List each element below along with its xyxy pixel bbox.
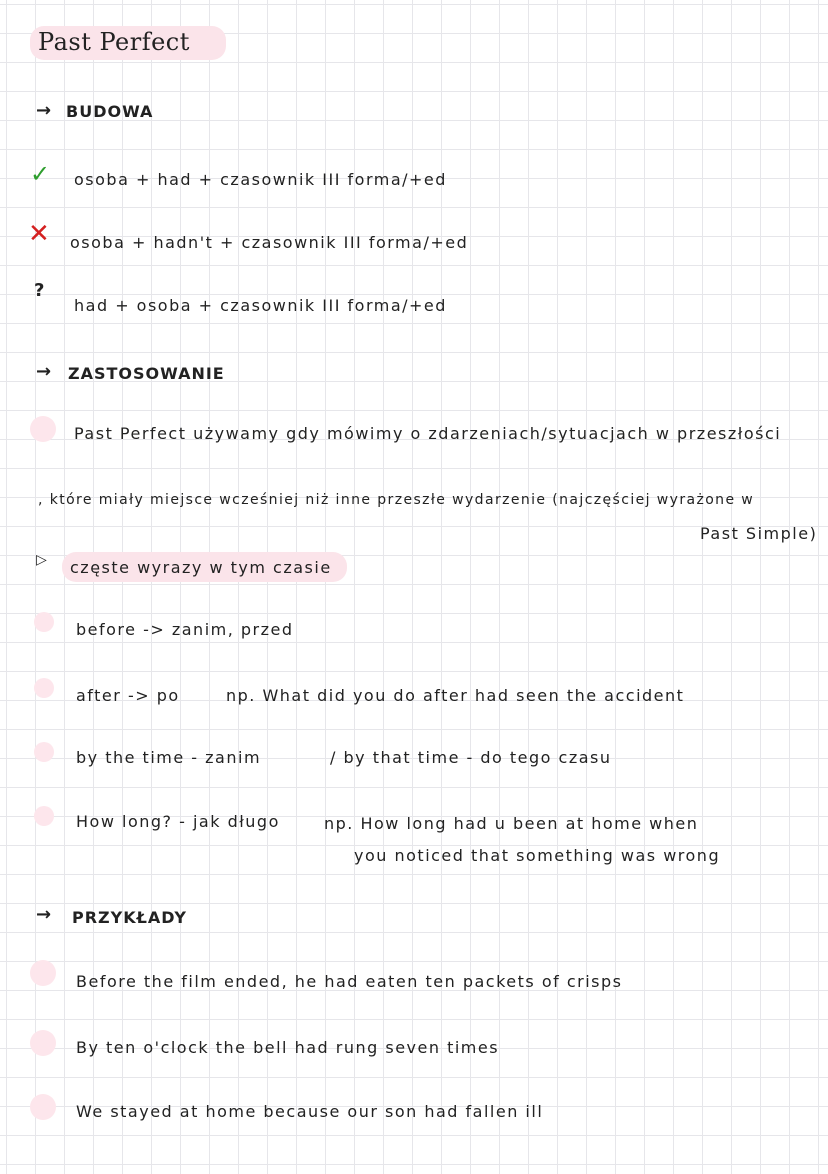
arrow-right-icon: → bbox=[36, 361, 52, 382]
usage-line-1: Past Perfect używamy gdy mówimy o zdarzeniach/sytuacjach w przeszłości bbox=[74, 424, 782, 443]
example-sentence-3: We stayed at home because our son had fallen ill bbox=[76, 1102, 544, 1121]
wyrazy-heading: częste wyrazy w tym czasie bbox=[70, 558, 332, 577]
budowa-heading: BUDOWA bbox=[66, 102, 154, 121]
word-by-that-time: / by that time - do tego czasu bbox=[330, 748, 612, 767]
cross-icon: ✕ bbox=[28, 219, 50, 249]
example-sentence-1: Before the film ended, he had eaten ten packets of crisps bbox=[76, 972, 623, 991]
bullet-dot bbox=[34, 742, 54, 762]
bullet-dot bbox=[30, 1094, 56, 1120]
page-title: Past Perfect bbox=[38, 28, 190, 56]
bullet-dot bbox=[30, 960, 56, 986]
how-long-example-1: np. How long had u been at home when bbox=[324, 814, 699, 833]
zastosowanie-heading: ZASTOSOWANIE bbox=[68, 364, 225, 383]
negative-formula: osoba + hadn't + czasownik III forma/+ed bbox=[70, 233, 469, 252]
usage-line-3: Past Simple) bbox=[700, 524, 818, 543]
przyklady-heading: PRZYKŁADY bbox=[72, 908, 187, 927]
bullet-dot bbox=[30, 1030, 56, 1056]
example-sentence-2: By ten o'clock the bell had rung seven times bbox=[76, 1038, 500, 1057]
affirmative-formula: osoba + had + czasownik III forma/+ed bbox=[74, 170, 447, 189]
bullet-dot bbox=[34, 806, 54, 826]
word-how-long: How long? - jak długo bbox=[76, 812, 280, 831]
word-after: after -> po bbox=[76, 686, 180, 705]
question-formula: had + osoba + czasownik III forma/+ed bbox=[74, 296, 447, 315]
usage-line-2: , które miały miejsce wcześniej niż inne przeszłe wydarzenie (najczęściej wyrażone w bbox=[38, 492, 755, 508]
how-long-example-2: you noticed that something was wrong bbox=[354, 846, 721, 865]
arrow-right-icon: → bbox=[36, 100, 52, 121]
word-before: before -> zanim, przed bbox=[76, 620, 294, 639]
question-mark: ? bbox=[34, 280, 45, 301]
play-triangle-icon: ▷ bbox=[36, 552, 47, 568]
after-example: np. What did you do after had seen the accident bbox=[226, 686, 685, 705]
word-by-the-time: by the time - zanim bbox=[76, 748, 262, 767]
bullet-dot bbox=[30, 416, 56, 442]
bullet-dot bbox=[34, 678, 54, 698]
arrow-right-icon: → bbox=[36, 904, 52, 925]
bullet-dot bbox=[34, 612, 54, 632]
check-icon: ✓ bbox=[30, 160, 51, 188]
